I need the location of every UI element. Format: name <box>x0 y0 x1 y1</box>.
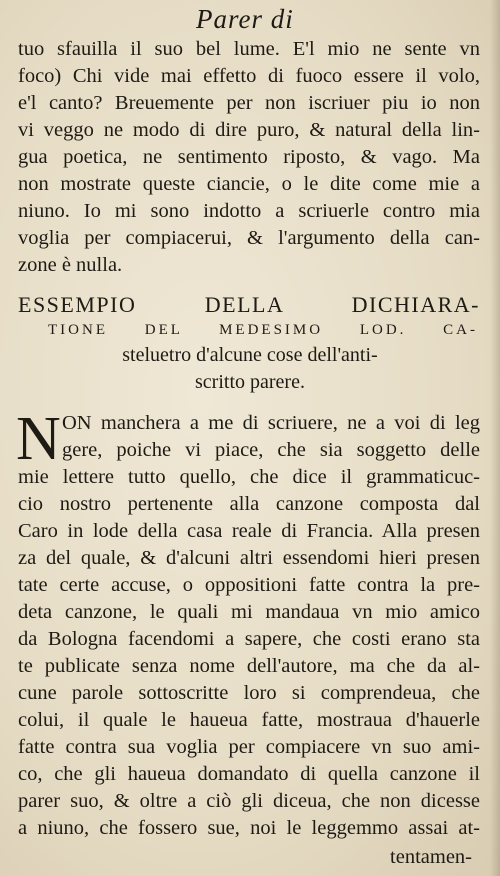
text-line: cune parole sottoscritte loro si comprendeua, che <box>18 682 480 704</box>
section-heading-line-3: steluetro d'alcune cose dell'anti- <box>122 344 378 366</box>
section-heading-line-1: ESSEMPIO DELLA DICHIARA- <box>18 292 480 317</box>
text-line: cio nostro pertenente alla canzone composta dal <box>18 493 480 515</box>
catchword: tentamen- <box>390 846 472 868</box>
text-line: colui, il quale le haueua fatte, mostraua d'hauerle <box>18 709 480 731</box>
text-line: gua poetica, ne sentimento riposto, & vago. Ma <box>18 146 480 168</box>
text-line: foco) Chi vide mai effetto di fuoco essere il volo, <box>18 65 480 87</box>
text-line: a niuno, che fossero sue, noi le leggemmo assai at- <box>18 817 480 839</box>
text-line: ON manchera a me di scriuere, ne a voi di leg <box>62 412 480 434</box>
text-line: voglia per compiacerui, & l'argumento della can- <box>18 227 480 249</box>
section-heading-line-2: TIONE DEL MEDESIMO LOD. CA- <box>48 322 478 338</box>
text-line: da Bologna facendomi a sapere, che costi erano sta <box>18 628 480 650</box>
text-line: za del quale, & d'alcuni altri essendomi hieri presen <box>18 547 480 569</box>
text-line: parer suo, & oltre a ciò gli diceua, che non dicesse <box>18 790 480 812</box>
section-heading-line-4: scritto parere. <box>195 371 305 393</box>
drop-cap: N <box>16 405 61 473</box>
text-line: fatte contra sua voglia per compiacere vn suo ami- <box>18 736 480 758</box>
text-line: tuo sfauilla il suo bel lume. E'l mio ne sente vn <box>18 38 480 60</box>
text-line: vi veggo ne modo di dire puro, & natural della lin- <box>18 119 480 141</box>
page-edge-shadow <box>490 0 500 876</box>
text-line: te publicate senza nome dell'autore, ma che da al- <box>18 655 480 677</box>
running-head: Parer di <box>196 4 294 34</box>
text-line: niuno. Io mi sono indotto a scriuerle contro mia <box>18 200 480 222</box>
text-line: zone è nulla. <box>18 254 123 276</box>
paragraph-1 <box>18 36 480 279</box>
text-line: deta canzone, le quali mi mandaua vn mio amico <box>18 601 480 623</box>
paragraph-2 <box>18 464 480 842</box>
text-line: co, che gli haueua domandato di quella canzone il <box>18 763 480 785</box>
text-line: e'l canto? Breuemente per non iscriuer piu io non <box>18 92 480 114</box>
text-line: non mostrate queste ciancie, o le dite come mie a <box>18 173 480 195</box>
text-line: gere, poiche vi piace, che sia soggetto delle <box>62 439 480 461</box>
text-line: tate certe accuse, o oppositioni fatte contra la pre- <box>18 574 480 596</box>
text-line: mie lettere tutto quello, che dice il grammaticuc- <box>18 466 480 488</box>
text-line: Caro in lode della casa reale di Francia. Alla presen <box>18 520 480 542</box>
paragraph-2-opening <box>62 410 480 464</box>
